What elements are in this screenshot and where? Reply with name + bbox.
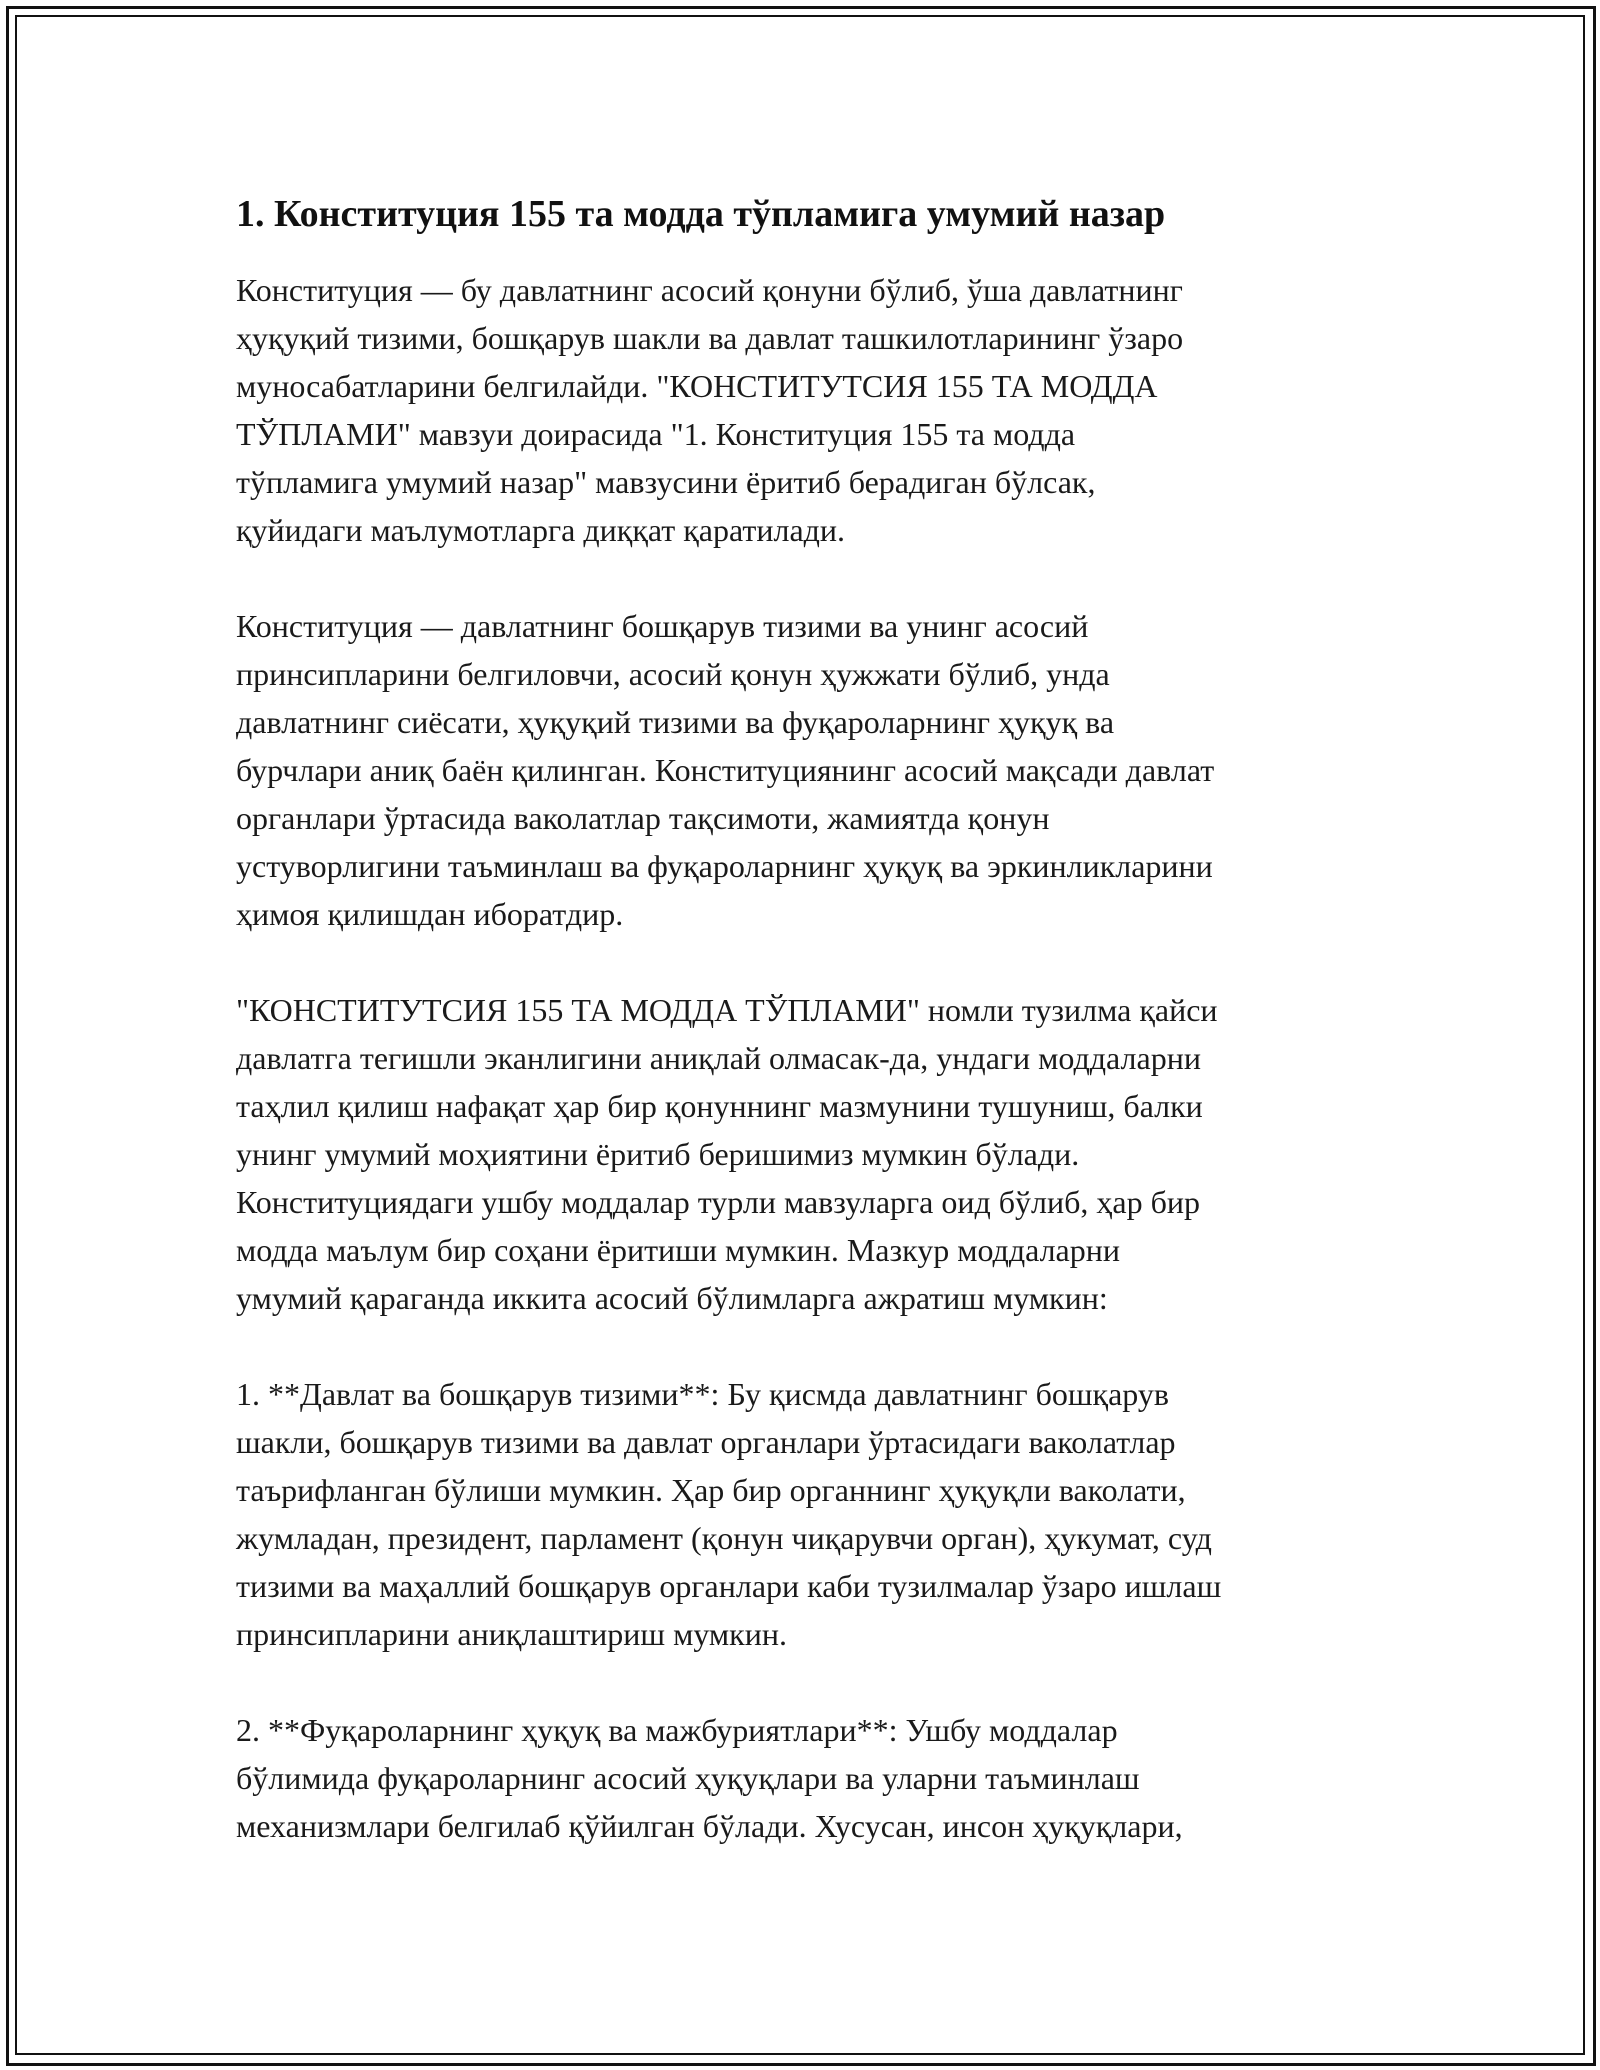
document-body (236, 188, 1386, 1898)
document-title: 1. Конституция 155 та модда тўпламига умумий назар (236, 193, 1166, 235)
paragraph-list-item-1: 1. **Давлат ва бошқарув тизими**: Бу қисмда давлатнинг бошқарув шакли, бошқарув тизими ва давлат органлари ўртасидаги ваколатлар таърифланган бўлиши мумкин. Ҳар бир органнинг ҳуқуқли ваколати, жумладан, президент, парламент (қонун чиқарувчи орган), ҳукумат, суд тизими ва маҳаллий бошқарув органлари каби тузилмалар ўзаро ишлаш принсипларини аниқлаштириш мумкин. (236, 1376, 1222, 1652)
paragraph-list-item-2: 2. **Фуқароларнинг ҳуқуқ ва мажбуриятлари**: Ушбу моддалар бўлимида фуқароларнинг асосий ҳуқуқлари ва уларни таъминлаш механизмлари белгилаб қўйилган бўлади. Хусусан, инсон ҳуқуқлари, (236, 1712, 1183, 1844)
paragraph-definition: Конституция — давлатнинг бошқарув тизими ва унинг асосий принсипларини белгиловчи, асосий қонун ҳужжати бўлиб, унда давлатнинг сиёсати, ҳуқуқий тизими ва фуқароларнинг ҳуқуқ ва бурчлари аниқ баён қилинган. Конституциянинг асосий мақсади давлат органлари ўртасида ваколатлар тақсимоти, жамиятда қонун устуворлигини таъминлаш ва фуқароларнинг ҳуқуқ ва эркинликларини ҳимоя қилишдан иборатдир. (236, 608, 1215, 932)
paragraph-structure: "КОНСТИТУТСИЯ 155 ТА МОДДА ТЎПЛАМИ" номли тузилма қайси давлатга тегишли эканлигини аниқлай олмасак-да, ундаги моддаларни таҳлил қилиш нафақат ҳар бир қонуннинг мазмунини тушуниш, балки унинг умумий моҳиятини ёритиб беришимиз мумкин бўлади. Конституциядаги ушбу моддалар турли мавзуларга оид бўлиб, ҳар бир модда маълум бир соҳани ёритиши мумкин. Мазкур моддаларни умумий қараганда иккита асосий бўлимларга ажратиш мумкин: (236, 992, 1218, 1316)
paragraph-intro: Конституция — бу давлатнинг асосий қонуни бўлиб, ўша давлатнинг ҳуқуқий тизими, бошқарув шакли ва давлат ташкилотларининг ўзаро муносабатларини белгилайди. "КОНСТИТУТСИЯ 155 ТА МОДДА ТЎПЛАМИ" мавзуи доирасида "1. Конституция 155 та модда тўпламига умумий назар" мавзусини ёритиб берадиган бўлсак, қуйидаги маълумотларга диққат қаратилади. (236, 272, 1184, 548)
